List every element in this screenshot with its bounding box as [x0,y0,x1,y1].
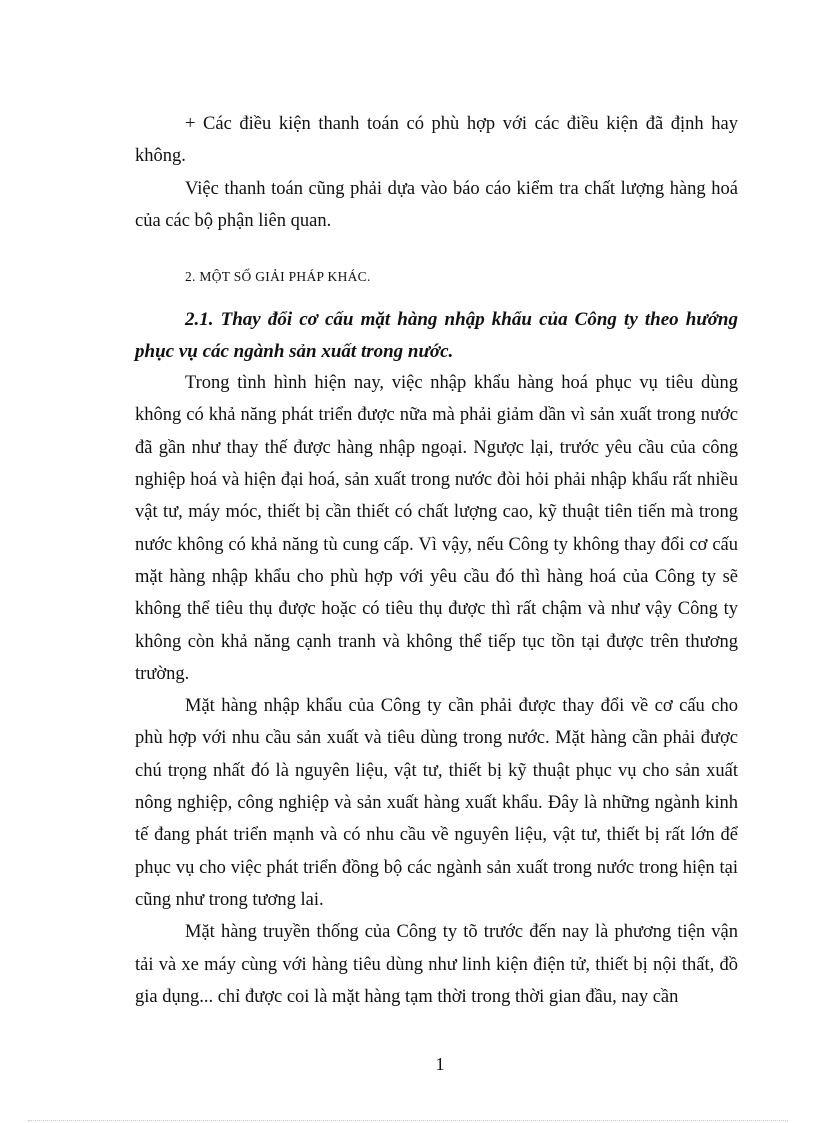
paragraph-import-structure: Mặt hàng nhập khẩu của Công ty cần phải được thay đổi về cơ cấu cho phù hợp với nhu cầu sản xuất và tiêu dùng trong nước. Mặt hàng cần phải được chú trọng nhất đó là nguyên liệu, vật tư, thiết bị kỹ thuật phục vụ cho sản xuất nông nghiệp, công nghiệp và sản xuất hàng xuất khẩu. Đây là những ngành kinh tế đang phát triển mạnh và có nhu cầu về nguyên liệu, vật tư, thiết bị rất lớn để phục vụ cho việc phát triển đồng bộ các ngành sản xuất trong nước trong hiện tại cũng như trong tương lai. [135,696,738,910]
paragraph-quality-report: Việc thanh toán cũng phải dựa vào báo cáo kiểm tra chất lượng hàng hoá của các bộ phận liên quan. [135,178,738,231]
section-heading: 2. MỘT SỐ GIẢI PHÁP KHÁC. [185,269,371,285]
paragraph-traditional-goods: Mặt hàng truyền thống của Công ty tõ trước đến nay là phương tiện vận tải và xe máy cùng với hàng tiêu dùng như linh kiện điện tử, thiết bị nội thất, đồ gia dụng... chỉ được coi là mặt hàng tạm thời trong thời gian đầu, nay cần [135,922,738,1007]
subsection-heading: 2.1. Thay đổi cơ cấu mặt hàng nhập khẩu của Công ty theo hướng phục vụ các ngành sản xuất trong nước. [135,309,738,362]
paragraph-current-situation: Trong tình hình hiện nay, việc nhập khẩu hàng hoá phục vụ tiêu dùng không có khả năng phát triển được nữa mà phải giảm dần vì sản xuất trong nước đã gần như thay thế được hàng nhập ngoại. Ngược lại, trước yêu cầu của công nghiệp hoá và hiện đại hoá, sản xuất trong nước đòi hỏi phải nhập khẩu rất nhiều vật tư, máy móc, thiết bị cần thiết có chất lượng cao, kỹ thuật tiên tiến mà trong nước không có khả năng tù cung cấp. Vì vậy, nếu Công ty không thay đổi cơ cấu mặt hàng nhập khẩu cho phù hợp với yêu cầu đó thì hàng hoá của Công ty sẽ không thể tiêu thụ được hoặc có tiêu thụ được thì rất chậm và như vậy Công ty không còn khả năng cạnh tranh và không thể tiếp tục tồn tại được trên thương trường. [135,373,738,684]
document-page [135,108,738,1013]
paragraph-payment-conditions: + Các điều kiện thanh toán có phù hợp với các điều kiện đã định hay không. [135,114,738,167]
page-bottom-divider [28,1120,788,1121]
page-number: 1 [435,1054,445,1074]
